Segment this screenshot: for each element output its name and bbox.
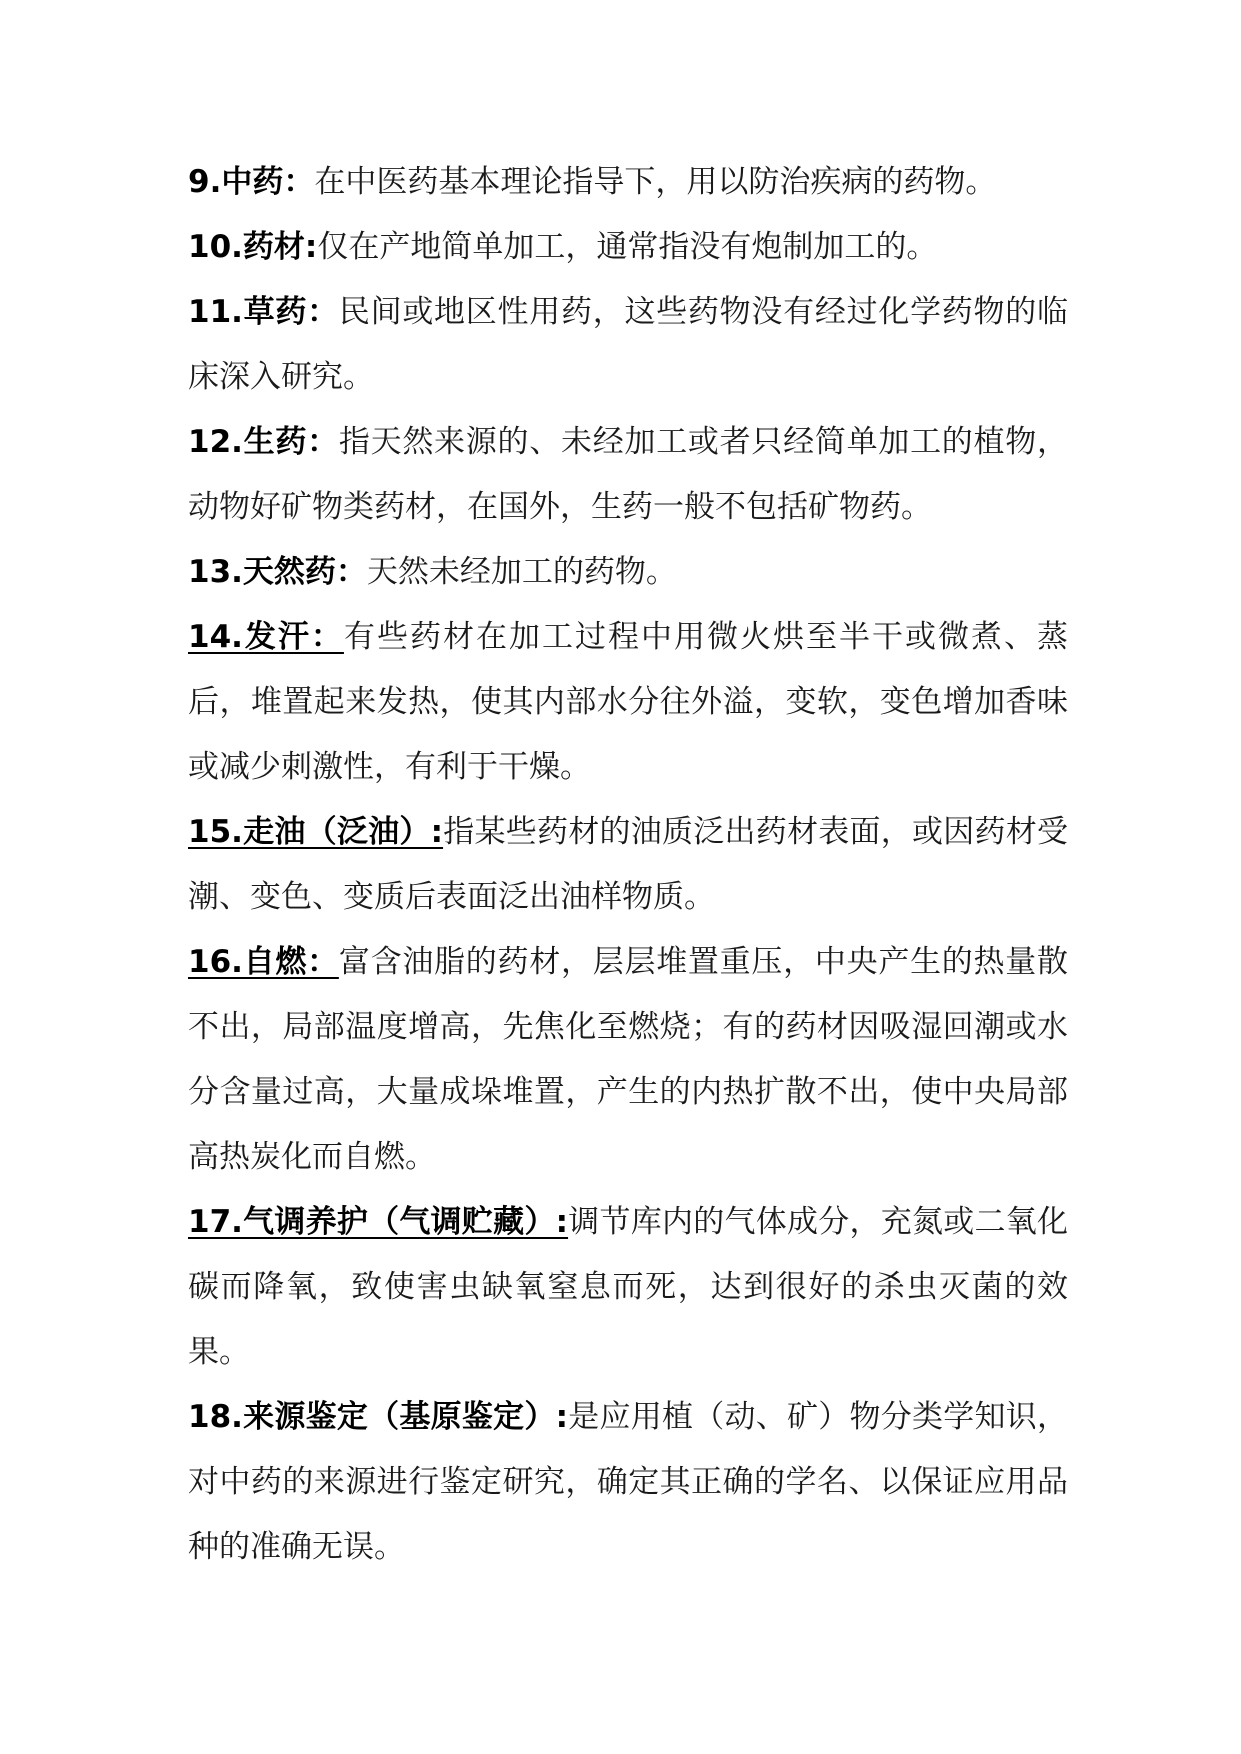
term-label: 9.中药：: [188, 164, 315, 200]
entry-12: [188, 410, 1068, 540]
term-definition: 有些药材在加工过程中用微火烘至半干或微煮、蒸后，堆置起来发热，使其内部水分往外溢，变软，变色增加香味或减少刺激性，有利于干燥。: [188, 619, 1069, 785]
term-label: 18.来源鉴定（基原鉴定）:: [188, 1399, 569, 1435]
term-definition: 是应用植（动、矿）物分类学知识，对中药的来源进行鉴定研究，确定其正确的学名、以保证应用品种的准确无误。: [188, 1399, 1069, 1565]
entry-9: [188, 150, 1068, 215]
term-label: 17.气调养护（气调贮藏）:: [188, 1204, 569, 1240]
term-label: 16.自燃：: [188, 944, 339, 980]
entry-14: [188, 605, 1068, 800]
term-definition: 富含油脂的药材，层层堆置重压，中央产生的热量散不出，局部温度增高，先焦化至燃烧；有的药材因吸湿回潮或水分含量过高，大量成垛堆置，产生的内热扩散不出，使中央局部高热炭化而自燃。: [188, 944, 1068, 1175]
term-label: 15.走油（泛油）:: [188, 814, 444, 850]
term-definition: 民间或地区性用药，这些药物没有经过化学药物的临床深入研究。: [188, 294, 1068, 395]
document-page: [188, 150, 1068, 1580]
term-definition: 天然未经加工的药物。: [366, 554, 677, 590]
term-definition: 调节库内的气体成分，充氮或二氧化碳而降氧，致使害虫缺氧窒息而死，达到很好的杀虫灭菌的效果。: [188, 1204, 1069, 1370]
entry-15: [188, 800, 1068, 930]
entry-18: [188, 1385, 1068, 1580]
entry-13: [188, 540, 1068, 605]
term-label: 11.草药：: [188, 294, 339, 330]
term-label: 12.生药：: [188, 424, 339, 460]
term-label: 14.发汗：: [188, 619, 344, 655]
entry-11: [188, 280, 1068, 410]
term-definition: 指某些药材的油质泛出药材表面，或因药材受潮、变色、变质后表面泛出油样物质。: [188, 814, 1068, 915]
term-definition: 仅在产地简单加工，通常指没有炮制加工的。: [317, 229, 938, 265]
entry-16: [188, 930, 1068, 1190]
entry-10: [188, 215, 1068, 280]
term-definition: 指天然来源的、未经加工或者只经简单加工的植物，动物好矿物类药材，在国外，生药一般不包括矿物药。: [188, 424, 1068, 525]
entry-17: [188, 1190, 1068, 1385]
term-label: 10.药材:: [188, 229, 318, 265]
term-label: 13.天然药：: [188, 554, 367, 590]
term-definition: 在中医药基本理论指导下，用以防治疾病的药物。: [314, 164, 997, 200]
